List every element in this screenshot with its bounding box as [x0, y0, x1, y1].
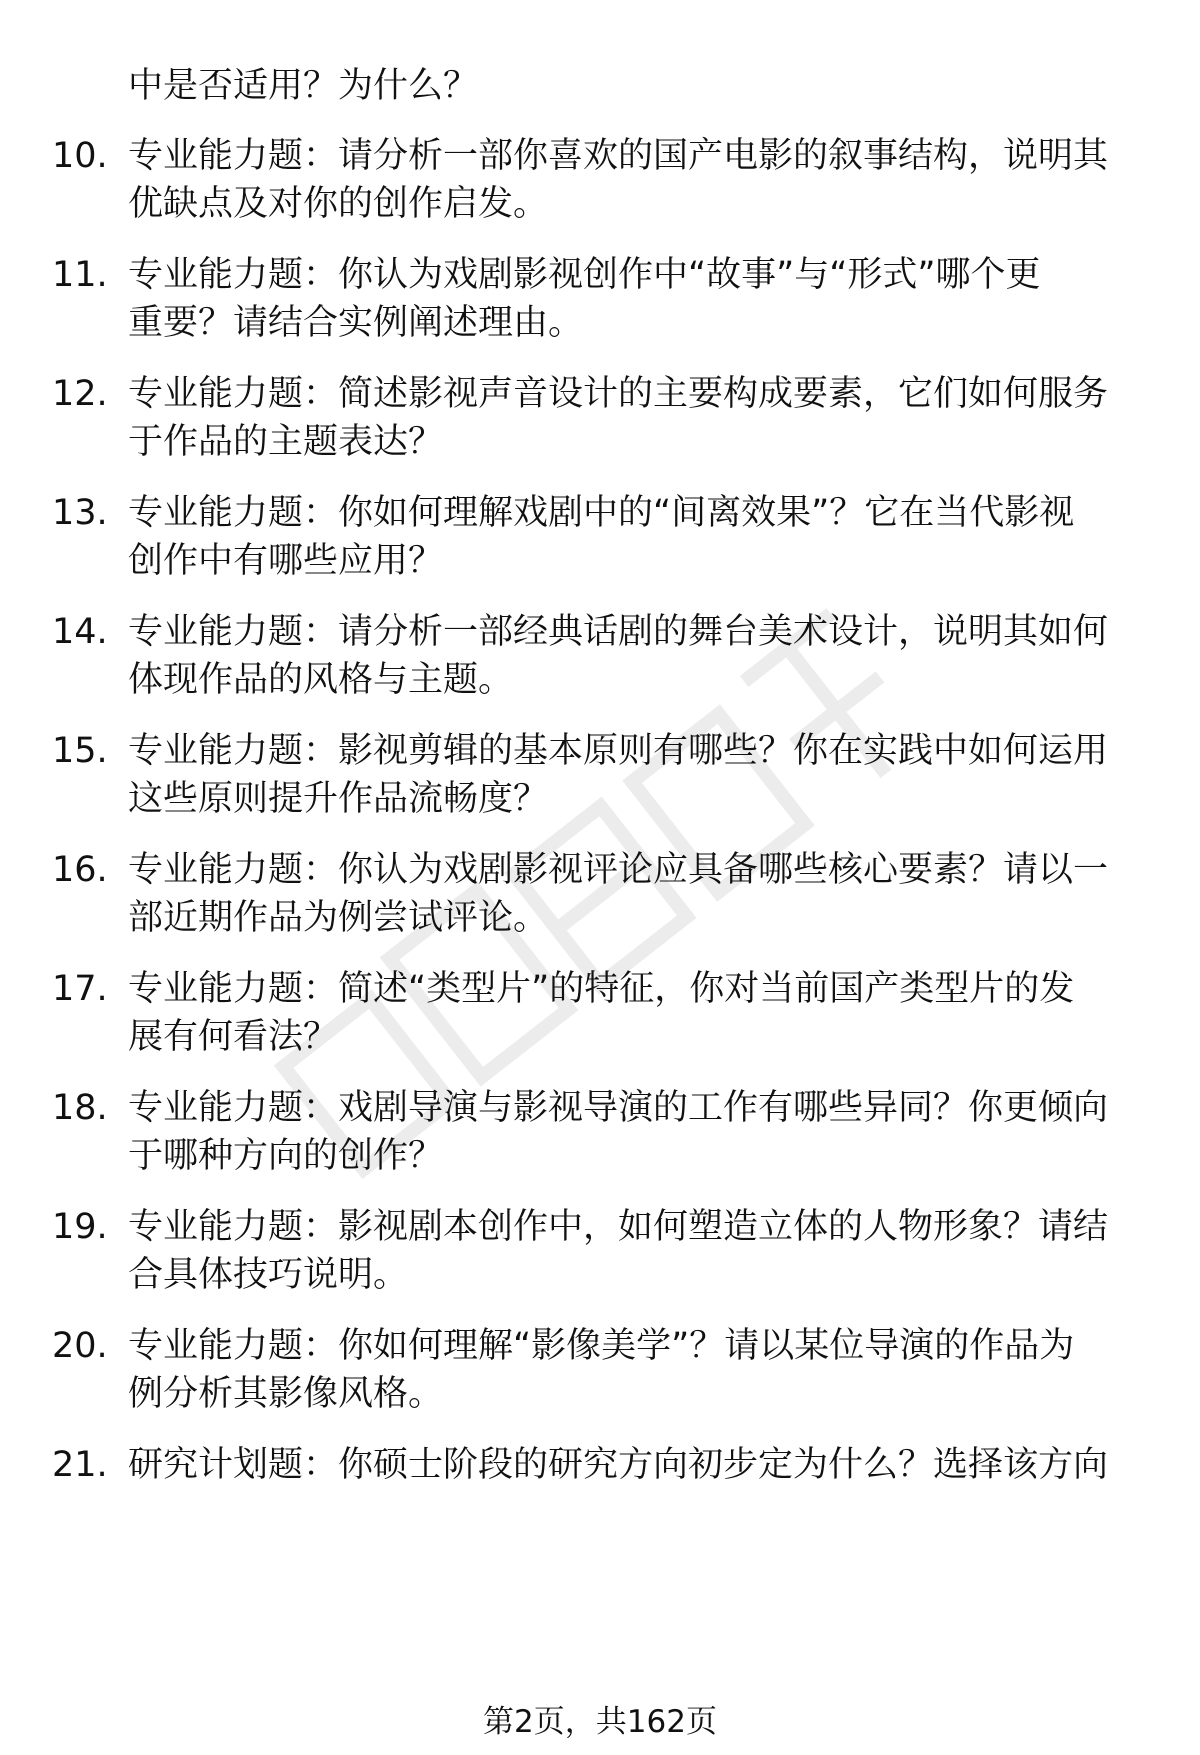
question-text [128, 965, 1138, 1061]
question-line: 研究计划题：你硕士阶段的研究方向初步定为什么？选择该方向 [128, 1445, 1109, 1485]
question-line: 专业能力题：你认为戏剧影视创作中“故事”与“形式”哪个更 [128, 255, 1041, 295]
question-number: 10. [52, 136, 108, 176]
question-text [128, 251, 1138, 347]
question-line: 部近期作品为例尝试评论。 [128, 898, 549, 938]
question-number: 20. [52, 1326, 108, 1366]
question-text [128, 846, 1138, 942]
question-line: 专业能力题：影视剪辑的基本原则有哪些？你在实践中如何运用 [128, 731, 1109, 771]
question-number: 14. [52, 612, 108, 652]
question-line: 专业能力题：你如何理解“影像美学”？请以某位导演的作品为 [128, 1326, 1075, 1366]
question-line: 体现作品的风格与主题。 [128, 660, 514, 700]
question-line: 这些原则提升作品流畅度？ [128, 779, 549, 819]
question-number: 11. [52, 255, 108, 295]
question-number: 12. [52, 374, 108, 414]
question-line: 专业能力题：戏剧导演与影视导演的工作有哪些异同？你更倾向 [128, 1088, 1109, 1128]
question-line: 专业能力题：你认为戏剧影视评论应具备哪些核心要素？请以一 [128, 850, 1109, 890]
question-text [128, 132, 1138, 228]
question-line: 专业能力题：简述影视声音设计的主要构成要素，它们如何服务 [128, 374, 1109, 414]
question-line: 专业能力题：请分析一部你喜欢的国产电影的叙事结构，说明其 [128, 136, 1109, 176]
question-line: 重要？请结合实例阐述理由。 [128, 303, 584, 343]
question-number: 16. [52, 850, 108, 890]
question-number: 19. [52, 1207, 108, 1247]
page-footer: 第2页，共162页 [483, 1704, 717, 1740]
question-line: 例分析其影像风格。 [128, 1374, 444, 1414]
question-line: 专业能力题：影视剧本创作中，如何塑造立体的人物形象？请结 [128, 1207, 1109, 1247]
question-line: 创作中有哪些应用？ [128, 541, 444, 581]
question-text [128, 1203, 1138, 1299]
continuation-text: 中是否适用？为什么？ [128, 66, 479, 106]
question-line: 于作品的主题表达？ [128, 422, 444, 462]
question-line: 专业能力题：请分析一部经典话剧的舞台美术设计，说明其如何 [128, 612, 1109, 652]
question-number: 21. [52, 1445, 108, 1485]
question-line: 专业能力题：简述“类型片”的特征，你对当前国产类型片的发 [128, 969, 1075, 1009]
question-number: 13. [52, 493, 108, 533]
question-text [128, 608, 1138, 704]
question-text [128, 727, 1138, 823]
question-text [128, 1084, 1138, 1180]
question-line: 优缺点及对你的创作启发。 [128, 184, 549, 224]
question-text [128, 1441, 1138, 1489]
question-text [128, 370, 1138, 466]
question-text [128, 1322, 1138, 1418]
question-number: 18. [52, 1088, 108, 1128]
question-number: 15. [52, 731, 108, 771]
question-line: 合具体技巧说明。 [128, 1255, 409, 1295]
question-text [128, 489, 1138, 585]
question-line: 于哪种方向的创作？ [128, 1136, 444, 1176]
question-number: 17. [52, 969, 108, 1009]
question-line: 展有何看法？ [128, 1017, 339, 1057]
question-line: 专业能力题：你如何理解戏剧中的“间离效果”？它在当代影视 [128, 493, 1075, 533]
